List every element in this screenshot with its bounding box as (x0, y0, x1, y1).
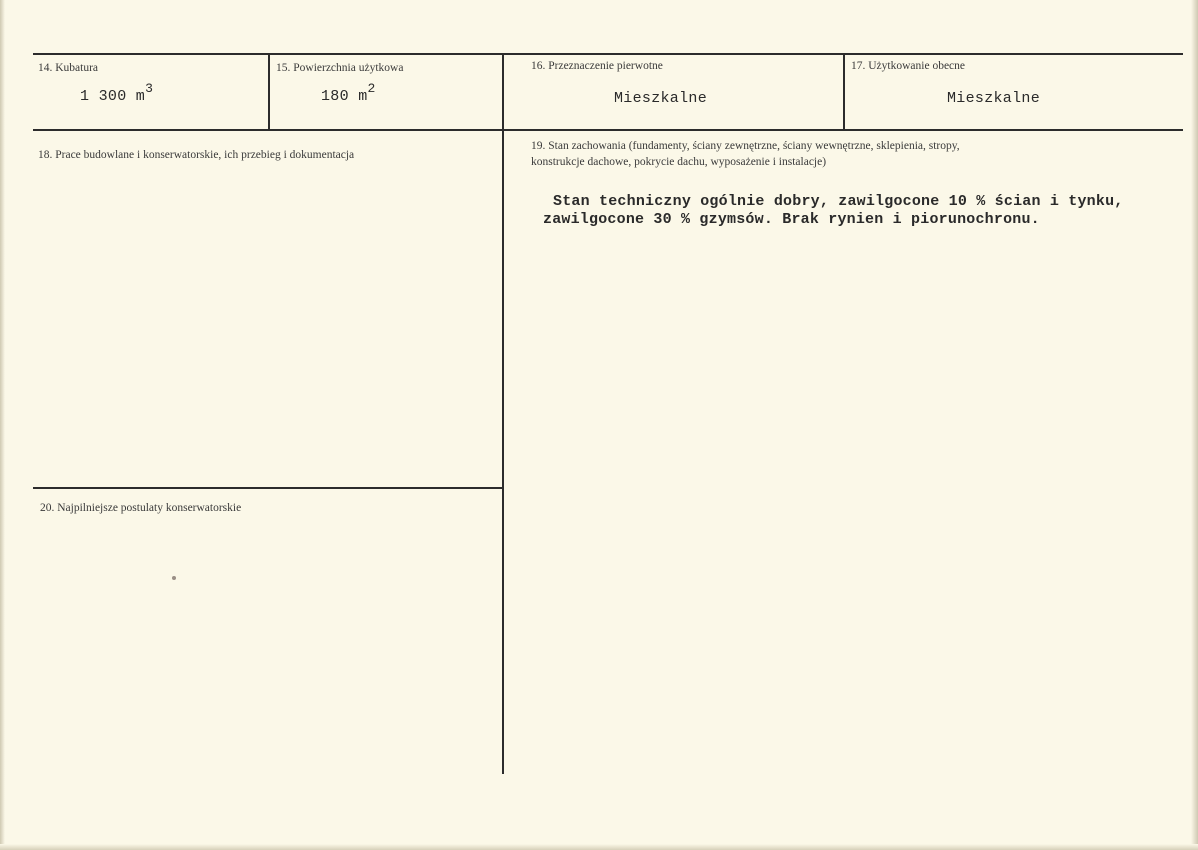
field-17-label: 17. Użytkowanie obecne (851, 60, 966, 72)
field-14-number: 1 300 m (80, 88, 146, 105)
row1-bottom-rule (33, 129, 1183, 131)
paper-spot (172, 576, 176, 580)
field-19-label-line1: 19. Stan zachowania (fundamenty, ściany zewnętrzne, ściany wewnętrzne, sklepienia, stropy, (531, 140, 960, 152)
divider-16-17 (843, 54, 845, 129)
field-19-text-line1: Stan techniczny ogólnie dobry, zawilgocone 10 % ścian i tynku, (553, 193, 1124, 210)
field-14-value (80, 81, 154, 105)
divider-main (502, 54, 504, 774)
top-rule (33, 53, 1183, 55)
field-14-exponent: 3 (145, 81, 154, 96)
field-15-value (321, 81, 376, 105)
card-edge-right (1191, 0, 1198, 850)
field-17-value: Mieszkalne (947, 90, 1041, 107)
card-edge-bottom (0, 844, 1198, 850)
field-18-label: 18. Prace budowlane i konserwatorskie, ich przebieg i dokumentacja (38, 149, 355, 161)
field-15-label: 15. Powierzchnia użytkowa (276, 62, 404, 74)
field-19-label-line2: konstrukcje dachowe, pokrycie dachu, wyposażenie i instalacje) (531, 156, 827, 168)
field-16-label: 16. Przeznaczenie pierwotne (531, 60, 663, 72)
field-20-label: 20. Najpilniejsze postulaty konserwatorskie (40, 502, 242, 514)
divider-14-15 (268, 54, 270, 129)
card-edge-left (0, 0, 5, 850)
section18-bottom-rule (33, 487, 503, 489)
field-19-text-line2: zawilgocone 30 % gzymsów. Brak rynien i piorunochronu. (543, 211, 1040, 228)
field-16-value: Mieszkalne (614, 90, 708, 107)
field-14-label: 14. Kubatura (38, 62, 99, 74)
field-15-number: 180 m (321, 88, 368, 105)
field-15-exponent: 2 (367, 81, 376, 96)
